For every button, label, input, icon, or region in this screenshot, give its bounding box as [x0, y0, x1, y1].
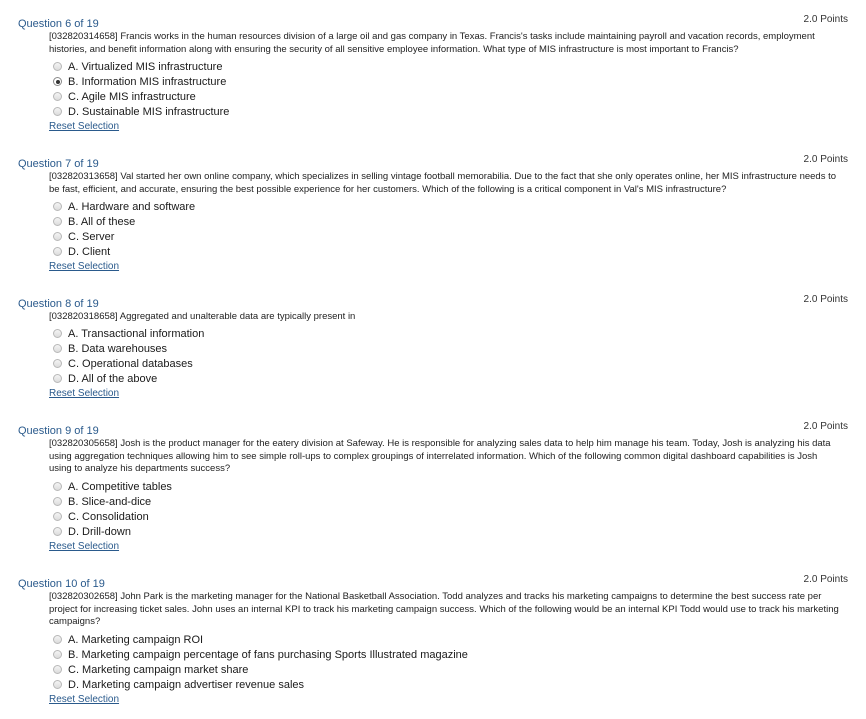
option-label: C. Server: [68, 230, 115, 243]
question-points: 2.0 Points: [803, 574, 848, 585]
option-label: C. Marketing campaign market share: [68, 663, 249, 676]
question-text: [032820302658] John Park is the marketing manager for the National Basketball Association. Todd analyzes and tracks his marketing campaigns to determine the best success rate per project for increasing ticket sales. John uses an internal KPI to track his marketing campaign success. Which of the following would be an internal KPI Todd would use to track his marketing campaigns?: [49, 591, 839, 627]
question-text: [032820318658] Aggregated and unalterable data are typically present in: [49, 311, 356, 322]
option-a[interactable]: [53, 59, 229, 74]
option-label: D. Marketing campaign advertiser revenue sales: [68, 678, 305, 691]
option-label: B. Slice-and-dice: [68, 495, 152, 508]
radio-button[interactable]: [53, 232, 62, 241]
radio-button[interactable]: [53, 527, 62, 536]
radio-button[interactable]: [53, 344, 62, 353]
question-title: Question 10 of 19: [18, 578, 105, 590]
option-b[interactable]: [53, 494, 172, 509]
radio-button[interactable]: [53, 665, 62, 674]
option-d[interactable]: [53, 524, 172, 539]
radio-button[interactable]: [53, 512, 62, 521]
reset-selection-link[interactable]: Reset Selection: [49, 261, 120, 272]
option-d[interactable]: [53, 677, 468, 692]
option-b[interactable]: [53, 647, 468, 662]
radio-button[interactable]: [53, 217, 62, 226]
radio-button[interactable]: [53, 92, 62, 101]
option-label: C. Operational databases: [68, 357, 193, 370]
radio-button[interactable]: [53, 497, 62, 506]
option-a[interactable]: [53, 479, 172, 494]
radio-button[interactable]: [53, 359, 62, 368]
option-a[interactable]: [53, 632, 468, 647]
answer-options: [53, 479, 172, 539]
option-label: A. Transactional information: [68, 327, 205, 340]
option-label: B. All of these: [68, 215, 136, 228]
radio-button[interactable]: [53, 62, 62, 71]
option-label: D. All of the above: [68, 372, 158, 385]
question-title: Question 8 of 19: [18, 298, 99, 310]
question-points: 2.0 Points: [803, 294, 848, 305]
option-d[interactable]: [53, 244, 195, 259]
option-b[interactable]: [53, 341, 204, 356]
radio-button-selected[interactable]: [53, 77, 62, 86]
reset-selection-link[interactable]: Reset Selection: [49, 388, 120, 399]
option-label: A. Hardware and software: [68, 200, 196, 213]
option-label: D. Sustainable MIS infrastructure: [68, 105, 230, 118]
option-label: D. Drill-down: [68, 525, 131, 538]
question-title: Question 9 of 19: [18, 425, 99, 437]
option-label: D. Client: [68, 245, 111, 258]
option-label: A. Competitive tables: [68, 480, 172, 493]
option-a[interactable]: [53, 326, 204, 341]
option-b[interactable]: [53, 74, 229, 89]
radio-button[interactable]: [53, 650, 62, 659]
radio-button[interactable]: [53, 635, 62, 644]
question-text: [032820305658] Josh is the product manager for the eatery division at Safeway. He is responsible for analyzing sales data to help him manage his team. Today, Josh is analyzing his data using aggregation techniques allowing him to see simple roll-ups to complex groupings of interrelated information. Which of the following common digital dashboard capabilities is Josh using to analyze his departments success?: [49, 438, 831, 474]
radio-button[interactable]: [53, 107, 62, 116]
radio-button[interactable]: [53, 202, 62, 211]
option-b[interactable]: [53, 214, 195, 229]
option-label: A. Marketing campaign ROI: [68, 633, 204, 646]
question-title: Question 6 of 19: [18, 18, 99, 30]
answer-options: [53, 632, 468, 692]
reset-selection-link[interactable]: Reset Selection: [49, 694, 120, 705]
answer-options: [53, 59, 229, 119]
option-d[interactable]: [53, 104, 229, 119]
answer-options: [53, 199, 195, 259]
question-title: Question 7 of 19: [18, 158, 99, 170]
option-c[interactable]: [53, 89, 229, 104]
reset-selection-link[interactable]: Reset Selection: [49, 121, 120, 132]
option-c[interactable]: [53, 509, 172, 524]
option-d[interactable]: [53, 371, 204, 386]
radio-button[interactable]: [53, 247, 62, 256]
reset-selection-link[interactable]: Reset Selection: [49, 541, 120, 552]
question-text: [032820313658] Val started her own online company, which specializes in selling vintage football memorabilia. Due to the fact that she only operates online, her MIS infrastructure needs to be fast, efficient, and accurate, ensuring the best possible experience for her customers. Which of the following is a critical component in Val's MIS infrastructure?: [49, 171, 837, 195]
option-label: B. Marketing campaign percentage of fans purchasing Sports Illustrated magazine: [68, 648, 468, 661]
question-points: 2.0 Points: [803, 14, 848, 25]
option-c[interactable]: [53, 662, 468, 677]
option-c[interactable]: [53, 229, 195, 244]
option-a[interactable]: [53, 199, 195, 214]
option-label: C. Consolidation: [68, 510, 149, 523]
answer-options: [53, 326, 204, 386]
option-label: A. Virtualized MIS infrastructure: [68, 60, 223, 73]
option-label: B. Data warehouses: [68, 342, 168, 355]
radio-button[interactable]: [53, 482, 62, 491]
question-text: [032820314658] Francis works in the human resources division of a large oil and gas company in Texas. Francis's tasks include maintaining payroll and vacation records, employment histories, and benefit information along with ensuring the security of all sensitive employee information. What type of MIS infrastructure is most important to Francis?: [49, 31, 815, 55]
option-c[interactable]: [53, 356, 204, 371]
radio-button[interactable]: [53, 329, 62, 338]
radio-button[interactable]: [53, 374, 62, 383]
option-label: C. Agile MIS infrastructure: [68, 90, 196, 103]
question-points: 2.0 Points: [803, 421, 848, 432]
question-points: 2.0 Points: [803, 154, 848, 165]
radio-button[interactable]: [53, 680, 62, 689]
option-label: B. Information MIS infrastructure: [68, 75, 227, 88]
